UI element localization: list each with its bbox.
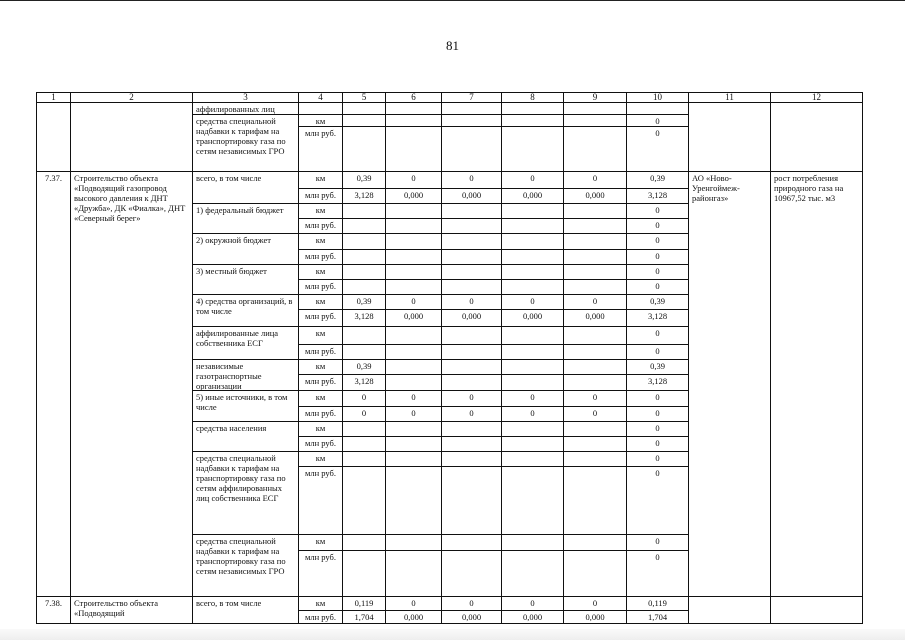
value-cell: 0	[501, 406, 564, 422]
value-cell: 0	[385, 294, 442, 310]
value-cell: 3,128	[626, 309, 689, 327]
value-cell	[563, 264, 627, 280]
value-cell	[441, 374, 502, 391]
group-name-cell: Строительство объекта «Подводящий газопровод высокого давления к ДНТ «Дружба», ДК «Фиалка», ДНТ «Северный берег»	[70, 171, 193, 597]
funding-source-label: 3) местный бюджет	[192, 264, 299, 295]
value-cell	[563, 550, 627, 597]
value-cell: 0	[626, 264, 689, 280]
continued-effect-cell	[770, 102, 863, 172]
value-cell: 0,39	[626, 171, 689, 189]
unit-cell: млн руб.	[298, 466, 343, 535]
header-col-12: 12	[770, 92, 863, 103]
value-cell	[441, 233, 502, 250]
value-cell	[563, 451, 627, 467]
value-cell	[385, 279, 442, 295]
value-cell	[385, 534, 442, 551]
header-col-1: 1	[36, 92, 71, 103]
value-cell: 0,000	[385, 188, 442, 204]
value-cell: 0	[626, 126, 689, 172]
header-col-5: 5	[342, 92, 386, 103]
value-cell	[563, 466, 627, 535]
value-cell: 0,000	[441, 309, 502, 327]
value-cell: 0	[626, 550, 689, 597]
value-cell	[385, 126, 442, 172]
unit-cell: км	[298, 359, 343, 375]
value-cell: 0	[626, 279, 689, 295]
value-cell: 0	[626, 218, 689, 234]
header-col-10: 10	[626, 92, 689, 103]
unit-cell: млн руб.	[298, 218, 343, 234]
funding-source-label: 4) средства организаций, в том числе	[192, 294, 299, 327]
value-cell	[385, 466, 442, 535]
continued-num-cell	[36, 102, 71, 172]
header-col-7: 7	[441, 92, 502, 103]
group-name-cell: Строительство объекта «Подводящий	[70, 596, 193, 624]
value-cell	[441, 344, 502, 360]
value-cell	[385, 421, 442, 437]
value-cell	[385, 203, 442, 219]
value-cell: 0	[626, 233, 689, 250]
unit-cell: млн руб.	[298, 436, 343, 452]
value-cell: 0,000	[501, 610, 564, 624]
value-cell: 0	[626, 390, 689, 407]
group-org-cell: АО «Ново-Уренгоймеж-районгаз»	[688, 171, 771, 597]
value-cell: 3,128	[626, 374, 689, 391]
value-cell: 0,119	[626, 596, 689, 611]
value-cell: 0,39	[342, 359, 386, 375]
value-cell: 0	[441, 406, 502, 422]
value-cell	[563, 279, 627, 295]
value-cell: 0	[385, 596, 442, 611]
value-cell	[441, 550, 502, 597]
unit-cell: км	[298, 264, 343, 280]
value-cell	[501, 374, 564, 391]
value-cell	[385, 249, 442, 265]
unit-cell: км	[298, 294, 343, 310]
unit-cell: км	[298, 451, 343, 467]
value-cell	[563, 218, 627, 234]
unit-cell: млн руб.	[298, 279, 343, 295]
value-cell: 0	[626, 436, 689, 452]
value-cell: 0	[626, 203, 689, 219]
value-cell: 0	[501, 171, 564, 189]
header-col-3: 3	[192, 92, 299, 103]
value-cell	[501, 126, 564, 172]
unit-cell: км	[298, 390, 343, 407]
value-cell	[563, 421, 627, 437]
value-cell	[441, 264, 502, 280]
value-cell: 0	[626, 466, 689, 535]
value-cell: 0	[441, 390, 502, 407]
unit-cell: млн руб.	[298, 406, 343, 422]
unit-cell: млн руб.	[298, 610, 343, 624]
value-cell	[342, 466, 386, 535]
value-cell	[342, 218, 386, 234]
value-cell: 1,704	[626, 610, 689, 624]
unit-cell: км	[298, 421, 343, 437]
funding-source-label: 1) федеральный бюджет	[192, 203, 299, 234]
value-cell	[563, 326, 627, 345]
value-cell: 0	[626, 326, 689, 345]
value-cell: 0	[626, 249, 689, 265]
value-cell: 0,119	[342, 596, 386, 611]
value-cell	[501, 436, 564, 452]
value-cell: 0	[441, 294, 502, 310]
group-effect-cell	[770, 596, 863, 624]
value-cell	[441, 534, 502, 551]
value-cell: 0	[342, 390, 386, 407]
unit-cell: млн руб.	[298, 550, 343, 597]
value-cell	[501, 233, 564, 250]
value-cell	[385, 374, 442, 391]
value-cell	[342, 451, 386, 467]
value-cell	[342, 126, 386, 172]
page-number: 81	[446, 38, 459, 53]
value-cell	[501, 359, 564, 375]
value-cell	[342, 436, 386, 452]
value-cell: 0	[563, 294, 627, 310]
unit-cell: млн руб.	[298, 188, 343, 204]
value-cell	[441, 466, 502, 535]
value-cell: 3,128	[626, 188, 689, 204]
unit-cell: млн руб.	[298, 309, 343, 327]
value-cell	[342, 344, 386, 360]
unit-cell: млн руб.	[298, 249, 343, 265]
value-cell	[385, 436, 442, 452]
group-org-cell	[688, 596, 771, 624]
value-cell	[563, 203, 627, 219]
group-number-cell: 7.38.	[36, 596, 71, 624]
value-cell	[501, 218, 564, 234]
value-cell: 0	[501, 596, 564, 611]
value-cell: 0	[385, 390, 442, 407]
value-cell: 0	[563, 596, 627, 611]
value-cell	[342, 550, 386, 597]
value-cell	[501, 203, 564, 219]
value-cell	[563, 436, 627, 452]
unit-cell: км	[298, 534, 343, 551]
value-cell: 0	[626, 114, 689, 127]
value-cell: 1,704	[342, 610, 386, 624]
value-cell: 0,000	[563, 309, 627, 327]
value-cell	[342, 203, 386, 219]
value-cell	[501, 264, 564, 280]
value-cell	[563, 344, 627, 360]
funding-source-label: средства специальной надбавки к тарифам на транспортировку газа по сетям независимых ГРО	[192, 114, 299, 172]
continued-name-cell	[70, 102, 193, 172]
value-cell: 0	[626, 344, 689, 360]
funding-source-label: независимые газотранспортные организации	[192, 359, 299, 391]
unit-cell: км	[298, 233, 343, 250]
funding-source-label: средства специальной надбавки к тарифам на транспортировку газа по сетям независимых ГРО	[192, 534, 299, 597]
value-cell	[342, 264, 386, 280]
value-cell	[342, 279, 386, 295]
value-cell: 0	[385, 171, 442, 189]
value-cell	[563, 249, 627, 265]
value-cell	[441, 421, 502, 437]
funding-source-label: средства специальной надбавки к тарифам на транспортировку газа по сетям аффилированных лиц собственника ЕСГ	[192, 451, 299, 535]
value-cell	[385, 359, 442, 375]
value-cell	[501, 279, 564, 295]
value-cell	[342, 534, 386, 551]
value-cell	[385, 264, 442, 280]
value-cell	[501, 466, 564, 535]
value-cell	[385, 451, 442, 467]
value-cell: 0,000	[385, 610, 442, 624]
value-cell	[385, 326, 442, 345]
value-cell	[501, 534, 564, 551]
value-cell	[385, 218, 442, 234]
value-cell: 0,000	[385, 309, 442, 327]
header-col-4: 4	[298, 92, 343, 103]
value-cell: 0,39	[626, 359, 689, 375]
value-cell: 0	[501, 390, 564, 407]
continued-org-cell	[688, 102, 771, 172]
value-cell: 0	[626, 451, 689, 467]
value-cell	[501, 550, 564, 597]
value-cell	[563, 534, 627, 551]
value-cell	[441, 326, 502, 345]
value-cell: 0,000	[501, 309, 564, 327]
value-cell: 3,128	[342, 374, 386, 391]
value-cell: 0	[563, 406, 627, 422]
value-cell	[342, 233, 386, 250]
value-cell: 0,39	[342, 171, 386, 189]
value-cell	[385, 550, 442, 597]
value-cell	[441, 203, 502, 219]
value-cell: 0,000	[441, 610, 502, 624]
value-cell: 0	[626, 406, 689, 422]
value-cell	[342, 421, 386, 437]
header-col-9: 9	[563, 92, 627, 103]
value-cell	[563, 126, 627, 172]
value-cell	[501, 249, 564, 265]
value-cell	[342, 326, 386, 345]
value-cell: 0	[385, 406, 442, 422]
value-cell: 0	[342, 406, 386, 422]
value-cell	[441, 218, 502, 234]
value-cell: 0,39	[342, 294, 386, 310]
value-cell: 0,000	[501, 188, 564, 204]
unit-cell: км	[298, 114, 343, 127]
scan-bottom-edge	[0, 629, 905, 640]
value-cell: 0	[501, 294, 564, 310]
value-cell: 0,000	[563, 188, 627, 204]
unit-cell: млн руб.	[298, 374, 343, 391]
funding-source-label: средства населения	[192, 421, 299, 452]
group-number-cell: 7.37.	[36, 171, 71, 597]
page-top-border	[0, 0, 905, 1]
value-cell	[501, 421, 564, 437]
value-cell: 0,000	[441, 188, 502, 204]
unit-cell: км	[298, 596, 343, 611]
value-cell	[385, 344, 442, 360]
funding-source-label: 5) иные источники, в том числе	[192, 390, 299, 422]
value-cell	[501, 326, 564, 345]
value-cell	[441, 359, 502, 375]
value-cell	[441, 126, 502, 172]
value-cell	[441, 249, 502, 265]
funding-source-label: всего, в том числе	[192, 171, 299, 204]
value-cell	[342, 249, 386, 265]
header-col-8: 8	[501, 92, 564, 103]
header-col-6: 6	[385, 92, 442, 103]
funding-source-label: всего, в том числе	[192, 596, 299, 624]
value-cell: 0	[626, 534, 689, 551]
unit-cell: км	[298, 203, 343, 219]
unit-cell: км	[298, 171, 343, 189]
value-cell	[563, 374, 627, 391]
unit-cell: млн руб.	[298, 126, 343, 172]
value-cell: 3,128	[342, 309, 386, 327]
investment-program-table	[36, 92, 862, 622]
value-cell: 0	[563, 171, 627, 189]
value-cell	[385, 233, 442, 250]
value-cell: 3,128	[342, 188, 386, 204]
group-effect-cell: рост потребления природного газа на 10967,52 тыс. м3	[770, 171, 863, 597]
value-cell: 0	[441, 596, 502, 611]
value-cell	[441, 436, 502, 452]
value-cell	[563, 233, 627, 250]
unit-cell: км	[298, 326, 343, 345]
unit-cell: млн руб.	[298, 344, 343, 360]
funding-source-label: аффилированных лиц	[192, 102, 299, 115]
header-col-2: 2	[70, 92, 193, 103]
value-cell	[441, 279, 502, 295]
value-cell: 0,39	[626, 294, 689, 310]
value-cell: 0,000	[563, 610, 627, 624]
value-cell	[501, 344, 564, 360]
value-cell: 0	[563, 390, 627, 407]
value-cell: 0	[441, 171, 502, 189]
value-cell	[563, 359, 627, 375]
header-col-11: 11	[688, 92, 771, 103]
funding-source-label: 2) окружной бюджет	[192, 233, 299, 265]
value-cell	[441, 451, 502, 467]
funding-source-label: аффилированные лица собственника ЕСГ	[192, 326, 299, 360]
value-cell: 0	[626, 421, 689, 437]
value-cell	[501, 451, 564, 467]
